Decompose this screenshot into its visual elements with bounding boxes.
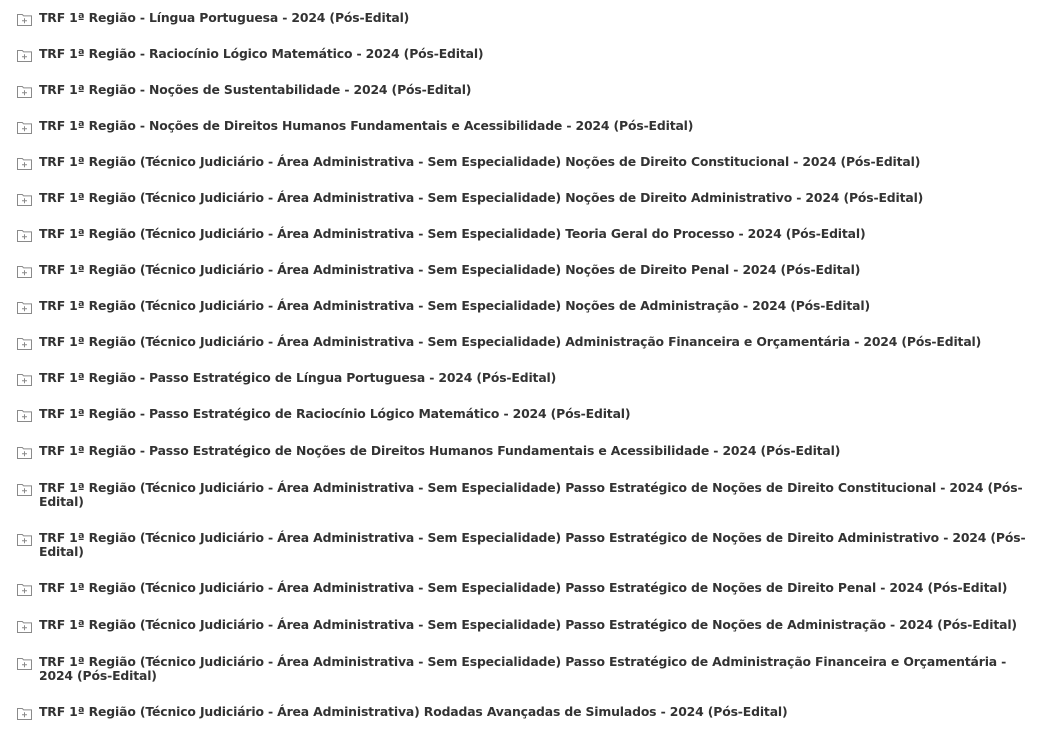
folder-label — [39, 705, 788, 718]
folder-item[interactable] — [17, 47, 483, 62]
folder-plus-icon — [17, 121, 32, 134]
folder-plus-icon — [17, 373, 32, 386]
folder-item[interactable] — [17, 191, 923, 206]
folder-item[interactable] — [17, 481, 1022, 509]
folder-plus-icon — [17, 49, 32, 62]
folder-label — [39, 618, 1017, 631]
folder-plus-icon — [17, 301, 32, 314]
folder-label-line: 2024 (Pós-Edital) — [39, 668, 157, 683]
folder-label-line: TRF 1ª Região - Passo Estratégico de Língua Portuguesa - 2024 (Pós-Edital) — [39, 370, 557, 385]
folder-label-line: TRF 1ª Região (Técnico Judiciário - Área Administrativa - Sem Especialidade) Noções de Direito Administrativo - 2024 (Pós-Edital) — [39, 190, 924, 205]
folder-label — [39, 335, 981, 348]
folder-item[interactable] — [17, 83, 471, 98]
folder-label-line: Edital) — [39, 494, 84, 509]
folder-plus-icon — [17, 85, 32, 98]
folder-plus-icon — [17, 265, 32, 278]
folder-label-line: TRF 1ª Região (Técnico Judiciário - Área Administrativa - Sem Especialidade) Administração Financeira e Orçamentária - 2024 (Pós-Edital) — [39, 334, 982, 349]
folder-plus-icon — [17, 583, 32, 596]
folder-label-line: TRF 1ª Região (Técnico Judiciário - Área Administrativa - Sem Especialidade) Noções de Administração - 2024 (Pós-Edital) — [39, 298, 870, 313]
folder-label-line: TRF 1ª Região - Língua Portuguesa - 2024 (Pós-Edital) — [39, 10, 410, 25]
folder-label-line: TRF 1ª Região (Técnico Judiciário - Área Administrativa) Rodadas Avançadas de Simulados - 2024 (Pós-Edital) — [39, 704, 788, 719]
folder-label — [39, 531, 1025, 559]
folder-item[interactable] — [17, 11, 409, 26]
folder-label-line: TRF 1ª Região (Técnico Judiciário - Área Administrativa - Sem Especialidade) Passo Estratégico de Administração Financeira e Orçamentária - — [39, 654, 1007, 669]
folder-label-line: TRF 1ª Região - Passo Estratégico de Raciocínio Lógico Matemático - 2024 (Pós-Edital) — [39, 406, 631, 421]
folder-plus-icon — [17, 446, 32, 459]
folder-plus-icon — [17, 337, 32, 350]
folder-label — [39, 371, 556, 384]
folder-label — [39, 47, 483, 60]
folder-label-line: TRF 1ª Região (Técnico Judiciário - Área Administrativa - Sem Especialidade) Passo Estratégico de Noções de Direito Penal - 2024 (Pós-Edital) — [39, 580, 1008, 595]
folder-plus-icon — [17, 707, 32, 720]
folder-plus-icon — [17, 193, 32, 206]
folder-label — [39, 83, 471, 96]
folder-label-line: TRF 1ª Região (Técnico Judiciário - Área Administrativa - Sem Especialidade) Teoria Geral do Processo - 2024 (Pós-Edital) — [39, 226, 866, 241]
folder-label-line: Edital) — [39, 544, 84, 559]
folder-label — [39, 444, 840, 457]
folder-item[interactable] — [17, 705, 788, 720]
folder-label — [39, 581, 1007, 594]
folder-label — [39, 119, 693, 132]
folder-plus-icon — [17, 229, 32, 242]
folder-label — [39, 407, 630, 420]
folder-label-line: TRF 1ª Região - Raciocínio Lógico Matemático - 2024 (Pós-Edital) — [39, 46, 484, 61]
folder-item[interactable] — [17, 155, 920, 170]
folder-label-line: TRF 1ª Região - Passo Estratégico de Noções de Direitos Humanos Fundamentais e Acessibilidade - 2024 (Pós-Edital) — [39, 443, 841, 458]
folder-item[interactable] — [17, 371, 556, 386]
folder-plus-icon — [17, 657, 32, 670]
folder-label-line: TRF 1ª Região (Técnico Judiciário - Área Administrativa - Sem Especialidade) Noções de Direito Penal - 2024 (Pós-Edital) — [39, 262, 861, 277]
folder-label-line: TRF 1ª Região - Noções de Sustentabilidade - 2024 (Pós-Edital) — [39, 82, 472, 97]
folder-label — [39, 155, 920, 168]
folder-item[interactable] — [17, 618, 1017, 633]
folder-label-line: TRF 1ª Região - Noções de Direitos Humanos Fundamentais e Acessibilidade - 2024 (Pós-Edital) — [39, 118, 694, 133]
folder-label-line: TRF 1ª Região (Técnico Judiciário - Área Administrativa - Sem Especialidade) Passo Estratégico de Noções de Direito Administrativo - 2024 (Pós- — [39, 530, 1026, 545]
folder-item[interactable] — [17, 655, 1006, 683]
folder-label — [39, 655, 1006, 683]
folder-label-line: TRF 1ª Região (Técnico Judiciário - Área Administrativa - Sem Especialidade) Noções de Direito Constitucional - 2024 (Pós-Edital) — [39, 154, 921, 169]
folder-item[interactable] — [17, 335, 981, 350]
folder-plus-icon — [17, 157, 32, 170]
folder-item[interactable] — [17, 444, 840, 459]
folder-item[interactable] — [17, 299, 870, 314]
folder-item[interactable] — [17, 227, 866, 242]
folder-item[interactable] — [17, 263, 860, 278]
folder-label — [39, 227, 866, 240]
folder-label-line: TRF 1ª Região (Técnico Judiciário - Área Administrativa - Sem Especialidade) Passo Estratégico de Noções de Administração - 2024 (Pós-Edital) — [39, 617, 1017, 632]
folder-plus-icon — [17, 620, 32, 633]
folder-plus-icon — [17, 483, 32, 496]
folder-plus-icon — [17, 409, 32, 422]
folder-plus-icon — [17, 13, 32, 26]
folder-label — [39, 299, 870, 312]
folder-label — [39, 481, 1022, 509]
folder-item[interactable] — [17, 581, 1007, 596]
folder-item[interactable] — [17, 531, 1025, 559]
folder-label-line: TRF 1ª Região (Técnico Judiciário - Área Administrativa - Sem Especialidade) Passo Estratégico de Noções de Direito Constitucional - 2024 (Pós- — [39, 480, 1023, 495]
folder-plus-icon — [17, 533, 32, 546]
folder-item[interactable] — [17, 119, 693, 134]
folder-item[interactable] — [17, 407, 630, 422]
folder-label — [39, 263, 860, 276]
folder-label — [39, 191, 923, 204]
folder-label — [39, 11, 409, 24]
